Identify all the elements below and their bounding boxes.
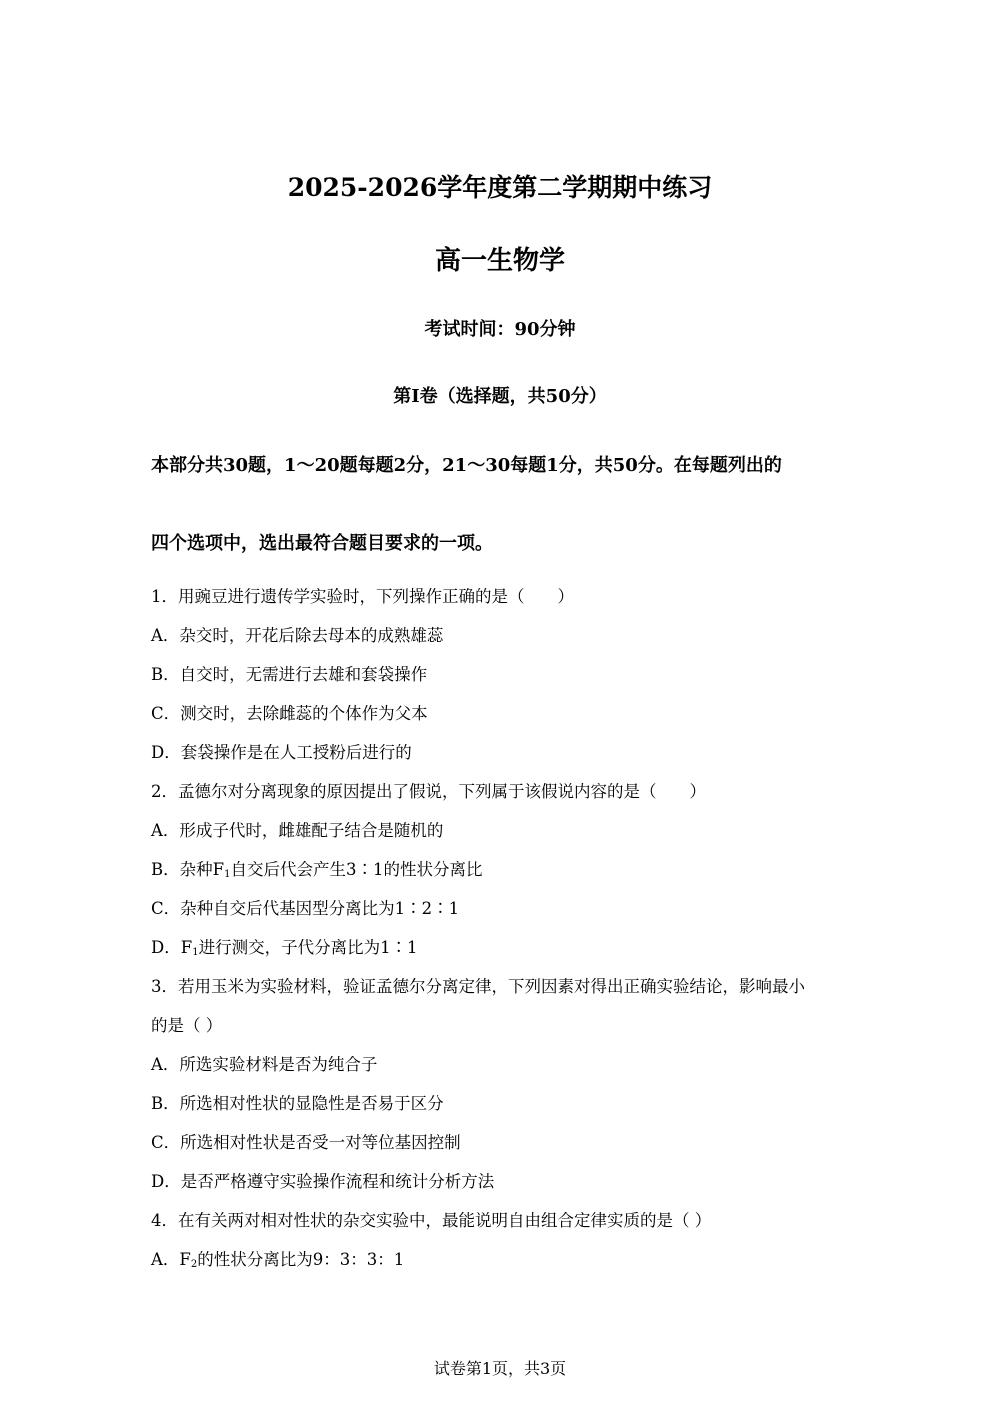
question-1-option-c: C．测交时，去除雌蕊的个体作为父本 [151,704,428,723]
question-4-stem: 4．在有关两对相对性状的杂交实验中，最能说明自由组合定律实质的是（ ） [151,1211,712,1230]
question-2-option-b-post: 自交后代会产生3∶1的性状分离比 [230,860,483,879]
question-1-option-b: B．自交时，无需进行去雄和套袋操作 [151,665,428,684]
question-2-option-b-pre: B．杂种F [151,860,225,879]
question-1-stem: 1．用豌豆进行遗传学实验时，下列操作正确的是（ ） [151,587,574,606]
question-2-option-c: C．杂种自交后代基因型分离比为1∶2∶1 [151,899,460,918]
question-1-option-a: A．杂交时，开花后除去母本的成熟雄蕊 [151,626,444,645]
question-3-option-c: C．所选相对性状是否受一对等位基因控制 [151,1133,461,1152]
question-3-option-b: B．所选相对性状的显隐性是否易于区分 [151,1094,444,1113]
question-3-option-d: D．是否严格遵守实验操作流程和统计分析方法 [151,1172,495,1191]
question-2-option-d-post: 进行测交，子代分离比为1∶1 [198,938,418,957]
question-1-option-d: D．套袋操作是在人工授粉后进行的 [151,743,412,762]
question-3-option-a: A．所选实验材料是否为纯合子 [151,1055,378,1074]
question-2-option-d-subscript: 1 [192,947,199,958]
question-2-option-b-subscript: 1 [224,869,231,880]
question-3-stem-line-1: 3．若用玉米为实验材料，验证孟德尔分离定律，下列因素对得出正确实验结论，影响最小 [151,977,805,996]
question-4-option-a-subscript: 2 [190,1259,198,1270]
question-2-option-a: A．形成子代时，雌雄配子结合是随机的 [151,821,444,840]
question-2-option-b [151,856,861,880]
question-4-option-a-pre: A．F [151,1250,191,1269]
question-2-option-d [151,934,861,958]
section-heading: 第I卷（选择题，共50分） [393,386,607,407]
exam-time: 考试时间：90分钟 [424,319,576,340]
subject-title: 高一生物学 [434,246,565,276]
instructions-line-1: 本部分共30题，1～20题每题2分，21～30每题1分，共50分。在每题列出的 [151,455,782,476]
question-4-option-a-post: 的性状分离比为9：3：3：1 [197,1250,405,1269]
question-2-stem: 2．孟德尔对分离现象的原因提出了假说，下列属于该假说内容的是（ ） [151,782,706,801]
question-4-option-a [151,1246,861,1270]
instructions-line-2: 四个选项中，选出最符合题目要求的一项。 [151,533,493,554]
question-3-stem-line-2: 的是（ ） [151,1016,223,1035]
page-footer: 试卷第1页，共3页 [433,1359,567,1378]
question-2-option-d-pre: D．F [151,938,193,957]
exam-title: 2025-2026学年度第二学期期中练习 [287,173,713,202]
